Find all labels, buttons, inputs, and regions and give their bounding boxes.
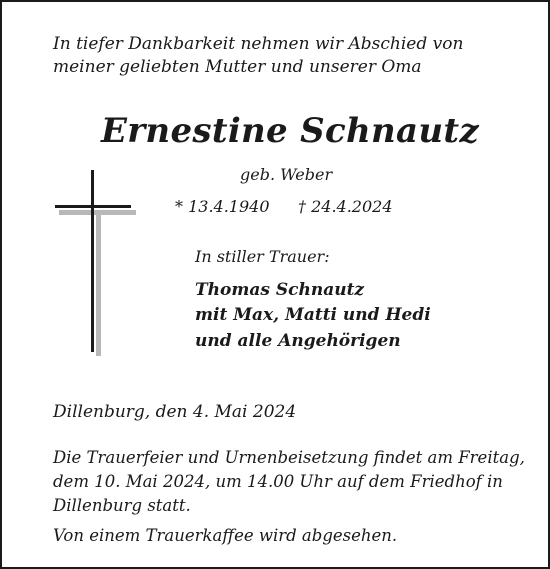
funeral-notice-closing: Von einem Trauerkaffee wird abgesehen. — [53, 526, 398, 545]
funeral-notice-line-3: Dillenburg statt. — [53, 496, 191, 515]
death-date: † 24.4.2024 — [298, 197, 393, 216]
mourner-line-2: mit Max, Matti und Hedi — [195, 305, 431, 325]
mourner-line-1: Thomas Schnautz — [195, 280, 365, 300]
place-and-date: Dillenburg, den 4. Mai 2024 — [53, 402, 297, 422]
funeral-notice-line-2: dem 10. Mai 2024, um 14.00 Uhr auf dem Friedhof in — [53, 472, 503, 491]
mourner-line-3: und alle Angehörigen — [195, 331, 401, 351]
latin-cross-icon — [51, 170, 141, 360]
birth-date: * 13.4.1940 — [175, 197, 270, 216]
intro-line-2: meiner geliebten Mutter und unserer Oma — [53, 57, 422, 77]
intro-line-1: In tiefer Dankbarkeit nehmen wir Abschied von — [53, 34, 464, 54]
funeral-notice-line-1: Die Trauerfeier und Urnenbeisetzung findet am Freitag, — [53, 448, 525, 467]
maiden-name: geb. Weber — [240, 165, 333, 184]
mourning-label: In stiller Trauer: — [195, 247, 330, 266]
deceased-name: Ernestine Schnautz — [101, 111, 479, 151]
